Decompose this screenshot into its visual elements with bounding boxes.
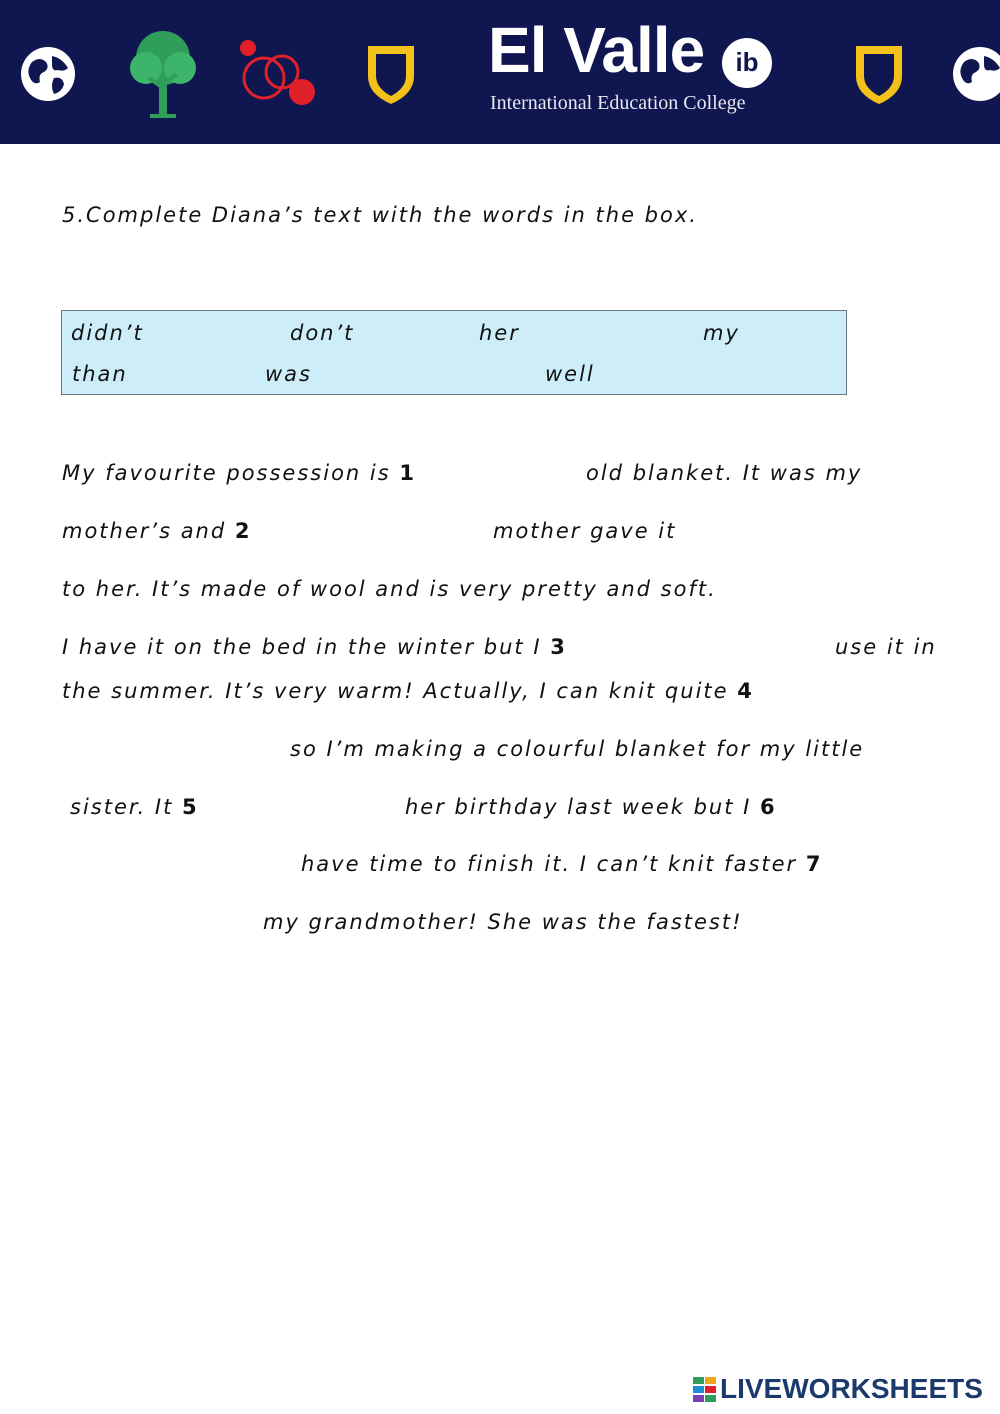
word-box-item: don’t xyxy=(290,321,355,345)
gap-number: 4 xyxy=(737,679,754,703)
text-line: mother’s and 2 xyxy=(62,519,252,543)
word-box-item: didn’t xyxy=(71,321,144,345)
gap-number: 5 xyxy=(182,795,199,819)
word-box-item: than xyxy=(72,362,128,386)
gap-number: 2 xyxy=(234,519,252,543)
word-box xyxy=(61,310,847,395)
text-line: to her. It’s made of wool and is very pretty and soft. xyxy=(62,577,717,601)
text-line: mother gave it xyxy=(493,519,677,543)
word-box-item: my xyxy=(703,321,740,345)
word-box-item: was xyxy=(265,362,312,386)
text-line: My favourite possession is 1 xyxy=(62,461,416,485)
text-line: her birthday last week but I 6 xyxy=(405,795,777,819)
globe-icon xyxy=(950,44,1000,104)
word-box-item: her xyxy=(479,321,520,345)
text-line: use it in xyxy=(835,635,937,659)
text-line: the summer. It’s very warm! Actually, I can knit quite 4 xyxy=(62,679,754,703)
text-line: my grandmother! She was the fastest! xyxy=(263,910,743,934)
brand-name: El Valle xyxy=(488,14,705,86)
circles-icon xyxy=(236,38,320,110)
text-line: old blanket. It was my xyxy=(586,461,863,485)
exercise-instruction: 5.Complete Diana’s text with the words in the box. xyxy=(62,203,698,227)
gap-number: 1 xyxy=(399,461,416,485)
gap-number: 6 xyxy=(760,795,777,819)
text-line: I have it on the bed in the winter but I 3 xyxy=(62,635,567,659)
text-line: sister. It 5 xyxy=(70,795,199,819)
text-line: so I’m making a colourful blanket for my little xyxy=(290,737,865,761)
tree-icon xyxy=(124,28,202,120)
gap-number: 7 xyxy=(805,852,823,876)
ib-badge: ib xyxy=(722,38,772,88)
shield-icon xyxy=(364,42,418,106)
shield-icon xyxy=(852,42,906,106)
text-line: have time to finish it. I can’t knit faster 7 xyxy=(301,852,823,876)
header-banner xyxy=(0,0,1000,144)
globe-icon xyxy=(18,44,78,104)
word-box-item: well xyxy=(545,362,595,386)
footer-brand[interactable]: LIVEWORKSHEETS xyxy=(720,1373,983,1404)
brand-subtitle: International Education College xyxy=(490,92,746,114)
liveworksheets-logo-icon xyxy=(693,1377,717,1403)
gap-number: 3 xyxy=(550,635,567,659)
